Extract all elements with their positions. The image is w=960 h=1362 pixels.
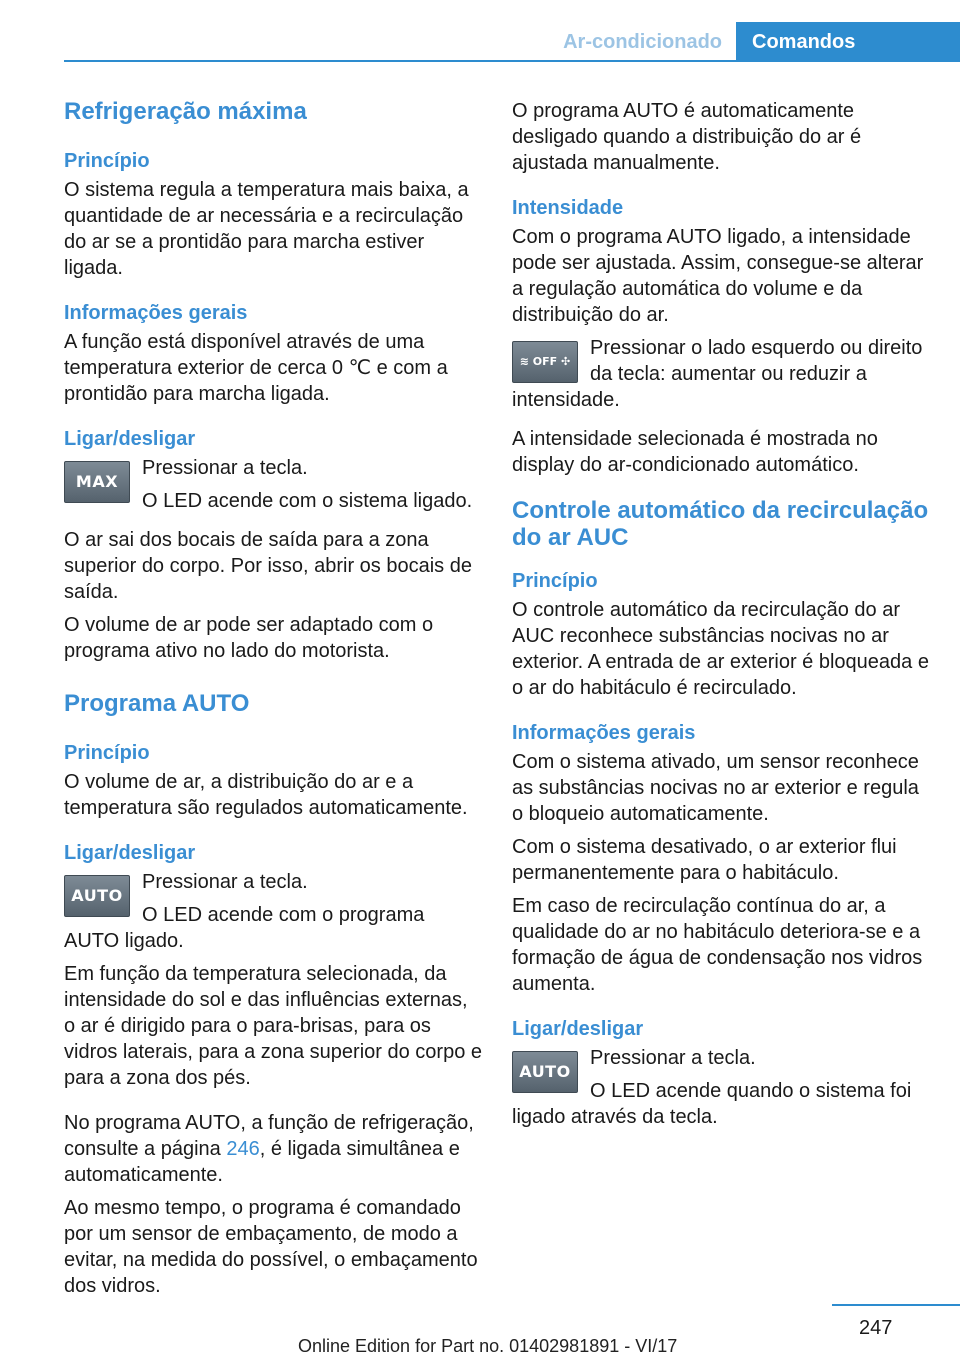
- paragraph-mostrada: A intensidade selecionada é mostrada no display do ar-condicionado automático.: [512, 428, 878, 476]
- header-section-title: Ar-condicionado: [563, 31, 722, 53]
- paragraph-intensidade: Com o programa AUTO ligado, a intensidade pode ser ajustada. Assim, consegue-se alterar a regulação automática do volume e da distribuição do ar.: [512, 226, 924, 326]
- paragraph-auto-refrigeracao: No programa AUTO, a função de refrigeração, consulte a página 246, é ligada simultânea e automaticamente.: [64, 1112, 474, 1186]
- auc-led-note: O LED acende quando o sistema foi ligado através da tecla.: [512, 1080, 912, 1128]
- footer-divider: [832, 1304, 960, 1306]
- maxac-key-block: [64, 455, 482, 531]
- paragraph-desativado: Com o sistema desativado, o ar exterior flui permanentemente para o habitáculo.: [512, 836, 897, 884]
- paragraph-embacamento: Ao mesmo tempo, o programa é comandado por um sensor de embaçamento, de modo a evitar, na medida do possível, o embaçamento dos vidros.: [64, 1197, 478, 1297]
- header-tab-comandos: Comandos: [736, 22, 960, 62]
- subheading-ligar-desligar-auto: Ligar/desligar: [64, 842, 196, 864]
- paragraph-auto-desligado: O programa AUTO é automaticamente desligado quando a distribuição do ar é ajustada manualmente.: [512, 100, 862, 174]
- fan-key-block: [512, 335, 930, 413]
- paragraph-informacoes: A função está disponível através de uma temperatura exterior de cerca 0 ℃ e com a prontidão para marcha ligada.: [64, 331, 448, 405]
- paragraph-volume: O volume de ar pode ser adaptado com o programa ativo no lado do motorista.: [64, 614, 434, 662]
- subheading-informacoes-gerais: Informações gerais: [64, 302, 248, 324]
- maxac-led-note: O LED acende com o sistema ligado.: [142, 490, 473, 512]
- fan-instruction: Pressionar o lado esquerdo ou direito da tecla: aumentar ou reduzir a intensidade.: [512, 337, 923, 411]
- paragraph-principio-auc: O controle automático da recirculação do ar AUC reconhece substâncias nocivas no ar exterior. A entrada de ar exterior é bloqueada e o ar do habitáculo é recirculado.: [512, 599, 929, 699]
- auc-instruction: Pressionar a tecla.: [590, 1047, 756, 1069]
- heading-programa-auto: Programa AUTO: [64, 690, 250, 717]
- paragraph-sensor: Com o sistema ativado, um sensor reconhece as substâncias nocivas no ar exterior e regula o bloqueio automaticamente.: [512, 751, 919, 825]
- auto-auc-button-icon: AUTO: [512, 1051, 578, 1093]
- auto-auc-key-block: [512, 1045, 930, 1130]
- subheading-ligar-desligar: Ligar/desligar: [64, 428, 196, 450]
- max-ac-button-icon: MAX A/C: [64, 461, 130, 503]
- left-column: [64, 98, 482, 1306]
- fan-intensity-button-icon: ≋ OFF ✣: [512, 341, 578, 383]
- paragraph-principio-auto: O volume de ar, a distribuição do ar e a temperatura são regulados automaticamente.: [64, 771, 468, 819]
- subheading-principio: Princípio: [64, 150, 150, 172]
- auto-key-block: [64, 869, 482, 954]
- heading-auc: Controle automático da recirculação do ar AUC: [512, 497, 929, 551]
- auto-button-icon: AUTO: [64, 875, 130, 917]
- auto-instruction: Pressionar a tecla.: [142, 871, 308, 893]
- subheading-ligar-desligar-auc: Ligar/desligar: [512, 1018, 644, 1040]
- auto-led-note: O LED acende com o programa AUTO ligado.: [64, 904, 425, 952]
- subheading-informacoes-gerais-auc: Informações gerais: [512, 722, 696, 744]
- heading-refrigeracao-maxima: Refrigeração máxima: [64, 98, 307, 125]
- paragraph-principio: O sistema regula a temperatura mais baixa, a quantidade de ar necessária e a recirculação do ar se a prontidão para marcha estiver ligada.: [64, 179, 469, 279]
- paragraph-funcao: Em função da temperatura selecionada, da intensidade do sol e das influências externas, o ar é dirigido para o para-brisas, para os vidros laterais, para a zona superior do corpo e para a zona dos pés.: [64, 963, 483, 1089]
- header-divider: [64, 60, 960, 62]
- edition-footer: Online Edition for Part no. 01402981891 - VI/17: [298, 1336, 678, 1356]
- page-number: 247: [859, 1317, 893, 1339]
- paragraph-ar-sai: O ar sai dos bocais de saída para a zona superior do corpo. Por isso, abrir os bocais de saída.: [64, 529, 472, 603]
- subheading-principio-auc: Princípio: [512, 570, 598, 592]
- subheading-intensidade: Intensidade: [512, 197, 624, 219]
- page-reference-link[interactable]: 246: [226, 1138, 260, 1160]
- maxac-instruction: Pressionar a tecla.: [142, 457, 308, 479]
- right-column: [512, 98, 930, 1137]
- subheading-principio-auto: Princípio: [64, 742, 150, 764]
- paragraph-recirculacao: Em caso de recirculação contínua do ar, a qualidade do ar no habitáculo deteriora-se e a formação de água de condensação nos vidros aumenta.: [512, 895, 923, 995]
